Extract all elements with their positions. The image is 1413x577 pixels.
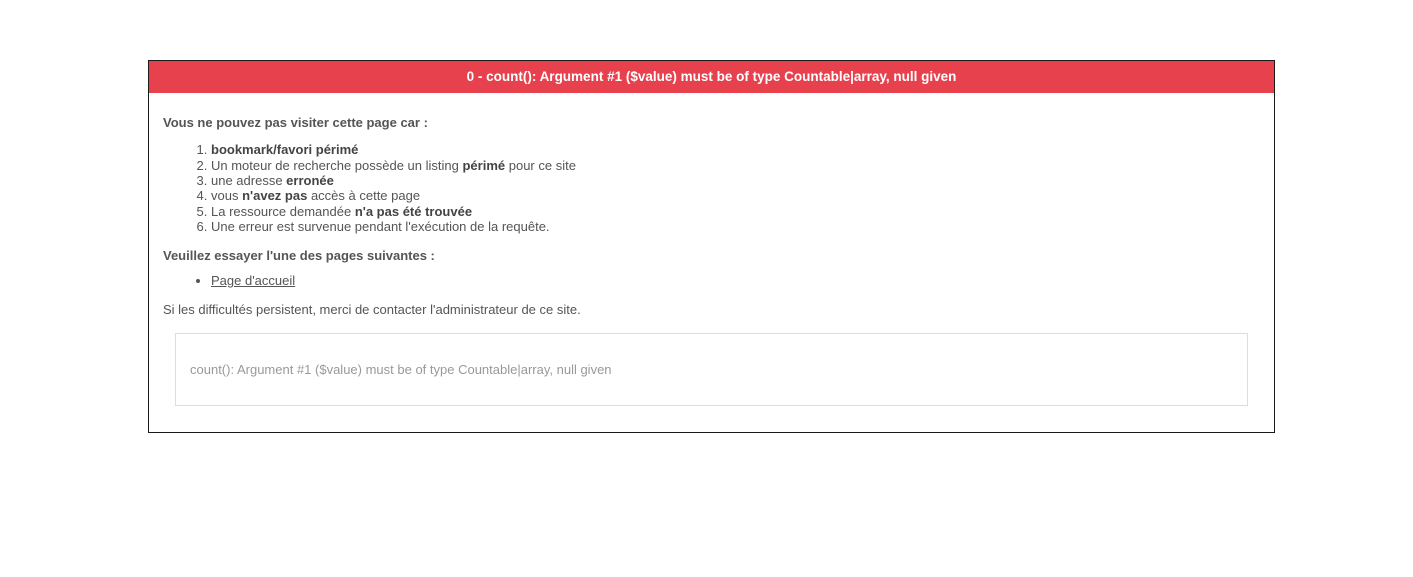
list-item: 4. vous n'avez pas accès à cette page	[211, 188, 1260, 203]
error-links-list	[163, 273, 1260, 288]
error-body	[149, 93, 1274, 432]
home-page-link[interactable]: Page d'accueil	[211, 273, 296, 289]
list-item: 6. Une erreur est survenue pendant l'exécution de la requête.	[211, 219, 1260, 234]
list-item	[211, 273, 1260, 288]
list-item: 5. La ressource demandée n'a pas été trouvée	[211, 204, 1260, 219]
list-item: 3. une adresse erronée	[211, 173, 1260, 188]
error-footer-text: Si les difficultés persistent, merci de contacter l'administrateur de ce site.	[163, 302, 581, 318]
error-suggest-text: Veuillez essayer l'une des pages suivantes :	[163, 248, 435, 264]
error-panel	[148, 60, 1275, 433]
error-intro-text: Vous ne pouvez pas visiter cette page car :	[163, 115, 428, 131]
error-header-title: 0 - count(): Argument #1 ($value) must be of type Countable|array, null given	[149, 61, 1274, 93]
error-detail-message: count(): Argument #1 ($value) must be of type Countable|array, null given	[175, 333, 1248, 406]
list-item: 2. Un moteur de recherche possède un listing périmé pour ce site	[211, 158, 1260, 173]
error-reasons-list	[163, 142, 1260, 234]
list-item: 1. bookmark/favori périmé	[211, 142, 1260, 157]
